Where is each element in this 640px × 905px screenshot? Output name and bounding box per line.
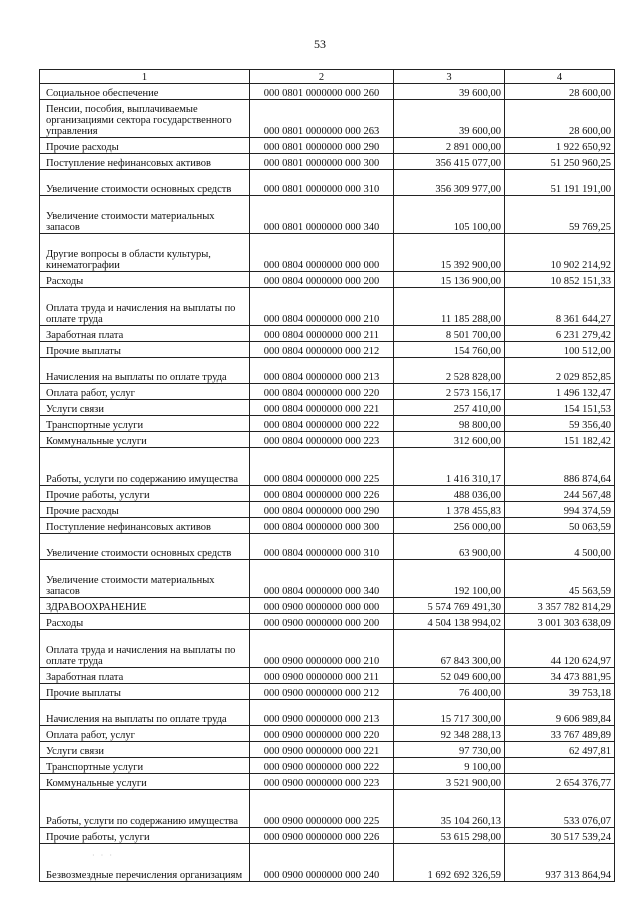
column-header-2: 2	[250, 70, 394, 84]
row-name: Работы, услуги по содержанию имущества	[40, 790, 250, 828]
row-name: Прочие работы, услуги	[40, 486, 250, 502]
row-code: 000 0900 0000000 000 210	[250, 630, 394, 668]
row-approved-amount: 2 891 000,00	[394, 138, 505, 154]
row-code: 000 0900 0000000 000 223	[250, 774, 394, 790]
table-row	[40, 448, 615, 486]
row-executed-amount: 994 374,59	[505, 502, 615, 518]
row-name: Расходы	[40, 272, 250, 288]
table-row	[40, 400, 615, 416]
row-executed-amount: 33 767 489,89	[505, 726, 615, 742]
row-executed-amount: 886 874,64	[505, 448, 615, 486]
row-approved-amount: 9 100,00	[394, 758, 505, 774]
row-executed-amount: 28 600,00	[505, 100, 615, 138]
row-executed-amount: 45 563,59	[505, 560, 615, 598]
row-name: Прочие расходы	[40, 502, 250, 518]
table-row	[40, 100, 615, 138]
row-approved-amount: 488 036,00	[394, 486, 505, 502]
row-approved-amount: 1 416 310,17	[394, 448, 505, 486]
table-row	[40, 668, 615, 684]
row-executed-amount: 50 063,59	[505, 518, 615, 534]
table-row	[40, 288, 615, 326]
row-code: 000 0804 0000000 000 223	[250, 432, 394, 448]
row-code: 000 0804 0000000 000 210	[250, 288, 394, 326]
row-executed-amount: 34 473 881,95	[505, 668, 615, 684]
row-name: Увеличение стоимости основных средств	[40, 170, 250, 196]
row-approved-amount: 52 049 600,00	[394, 668, 505, 684]
row-code: 000 0804 0000000 000 200	[250, 272, 394, 288]
row-code: 000 0801 0000000 000 300	[250, 154, 394, 170]
row-name: Пенсии, пособия, выплачиваемые организациями сектора государственного управления	[40, 100, 250, 138]
row-name: Работы, услуги по содержанию имущества	[40, 448, 250, 486]
row-code: 000 0900 0000000 000 211	[250, 668, 394, 684]
row-approved-amount: 97 730,00	[394, 742, 505, 758]
row-approved-amount: 2 573 156,17	[394, 384, 505, 400]
row-name: Другие вопросы в области культуры, кинематографии	[40, 234, 250, 272]
row-code: 000 0900 0000000 000 200	[250, 614, 394, 630]
row-name: Оплата труда и начисления на выплаты по оплате труда	[40, 630, 250, 668]
row-name: Прочие выплаты	[40, 684, 250, 700]
row-executed-amount: 1 922 650,92	[505, 138, 615, 154]
row-code: 000 0804 0000000 000 222	[250, 416, 394, 432]
table-row	[40, 518, 615, 534]
table-row	[40, 154, 615, 170]
row-approved-amount: 4 504 138 994,02	[394, 614, 505, 630]
row-code: 000 0804 0000000 000 220	[250, 384, 394, 400]
row-name: Увеличение стоимости материальных запасов	[40, 196, 250, 234]
row-name: Оплата работ, услуг	[40, 726, 250, 742]
table-row	[40, 432, 615, 448]
row-approved-amount: 98 800,00	[394, 416, 505, 432]
row-code: 000 0804 0000000 000 300	[250, 518, 394, 534]
row-name: Поступление нефинансовых активов	[40, 154, 250, 170]
row-executed-amount: 533 076,07	[505, 790, 615, 828]
table-body	[40, 84, 615, 882]
row-approved-amount: 15 392 900,00	[394, 234, 505, 272]
row-name: Поступление нефинансовых активов	[40, 518, 250, 534]
row-code: 000 0804 0000000 000 225	[250, 448, 394, 486]
row-approved-amount: 76 400,00	[394, 684, 505, 700]
budget-table	[39, 69, 615, 882]
row-approved-amount: 105 100,00	[394, 196, 505, 234]
row-executed-amount: 2 029 852,85	[505, 358, 615, 384]
row-name: Расходы	[40, 614, 250, 630]
row-code: 000 0900 0000000 000 220	[250, 726, 394, 742]
row-approved-amount: 5 574 769 491,30	[394, 598, 505, 614]
table-row	[40, 560, 615, 598]
row-executed-amount: 100 512,00	[505, 342, 615, 358]
row-name: Увеличение стоимости материальных запасов	[40, 560, 250, 598]
row-code: 000 0801 0000000 000 340	[250, 196, 394, 234]
table-row	[40, 684, 615, 700]
row-code: 000 0804 0000000 000 000	[250, 234, 394, 272]
row-name: Коммунальные услуги	[40, 432, 250, 448]
row-approved-amount: 1 692 692 326,59	[394, 844, 505, 882]
row-executed-amount: 44 120 624,97	[505, 630, 615, 668]
table-row	[40, 828, 615, 844]
table-row	[40, 534, 615, 560]
row-approved-amount: 154 760,00	[394, 342, 505, 358]
row-approved-amount: 356 415 077,00	[394, 154, 505, 170]
row-code: 000 0900 0000000 000 240	[250, 844, 394, 882]
row-name: Заработная плата	[40, 326, 250, 342]
row-code: 000 0804 0000000 000 226	[250, 486, 394, 502]
table-row	[40, 758, 615, 774]
row-executed-amount: 51 250 960,25	[505, 154, 615, 170]
row-executed-amount: 10 902 214,92	[505, 234, 615, 272]
table-row	[40, 486, 615, 502]
table-row	[40, 84, 615, 100]
row-approved-amount: 39 600,00	[394, 100, 505, 138]
row-code: 000 0801 0000000 000 260	[250, 84, 394, 100]
row-approved-amount: 92 348 288,13	[394, 726, 505, 742]
row-name: Заработная плата	[40, 668, 250, 684]
row-name: Увеличение стоимости основных средств	[40, 534, 250, 560]
table-row	[40, 342, 615, 358]
row-approved-amount: 67 843 300,00	[394, 630, 505, 668]
row-name: Прочие работы, услуги	[40, 828, 250, 844]
row-executed-amount: 39 753,18	[505, 684, 615, 700]
row-executed-amount: 28 600,00	[505, 84, 615, 100]
table-row	[40, 358, 615, 384]
table-row	[40, 416, 615, 432]
row-executed-amount: 154 151,53	[505, 400, 615, 416]
column-header-3: 3	[394, 70, 505, 84]
row-approved-amount: 3 521 900,00	[394, 774, 505, 790]
table-row	[40, 234, 615, 272]
table-row	[40, 630, 615, 668]
row-code: 000 0801 0000000 000 310	[250, 170, 394, 196]
row-code: 000 0804 0000000 000 310	[250, 534, 394, 560]
row-approved-amount: 15 136 900,00	[394, 272, 505, 288]
row-name: Прочие расходы	[40, 138, 250, 154]
table-row	[40, 196, 615, 234]
row-executed-amount: 62 497,81	[505, 742, 615, 758]
row-name: Безвозмездные перечисления организациям	[40, 844, 250, 882]
row-code: 000 0900 0000000 000 225	[250, 790, 394, 828]
row-executed-amount: 937 313 864,94	[505, 844, 615, 882]
row-code: 000 0900 0000000 000 222	[250, 758, 394, 774]
table-row	[40, 790, 615, 828]
row-executed-amount: 9 606 989,84	[505, 700, 615, 726]
row-approved-amount: 15 717 300,00	[394, 700, 505, 726]
row-code: 000 0900 0000000 000 000	[250, 598, 394, 614]
row-name: Прочие выплаты	[40, 342, 250, 358]
row-executed-amount: 3 001 303 638,09	[505, 614, 615, 630]
row-executed-amount	[505, 758, 615, 774]
row-executed-amount: 3 357 782 814,29	[505, 598, 615, 614]
row-name: Начисления на выплаты по оплате труда	[40, 358, 250, 384]
row-name: Услуги связи	[40, 742, 250, 758]
row-code: 000 0900 0000000 000 226	[250, 828, 394, 844]
row-approved-amount: 53 615 298,00	[394, 828, 505, 844]
row-code: 000 0801 0000000 000 263	[250, 100, 394, 138]
row-code: 000 0900 0000000 000 213	[250, 700, 394, 726]
table-row	[40, 502, 615, 518]
row-approved-amount: 39 600,00	[394, 84, 505, 100]
table-row	[40, 774, 615, 790]
row-executed-amount: 10 852 151,33	[505, 272, 615, 288]
column-header-1: 1	[40, 70, 250, 84]
table-row	[40, 726, 615, 742]
table-row	[40, 384, 615, 400]
column-header-4: 4	[505, 70, 615, 84]
row-name: Транспортные услуги	[40, 758, 250, 774]
header-row	[40, 70, 615, 84]
table-row	[40, 138, 615, 154]
row-executed-amount: 2 654 376,77	[505, 774, 615, 790]
row-executed-amount: 4 500,00	[505, 534, 615, 560]
row-approved-amount: 2 528 828,00	[394, 358, 505, 384]
row-executed-amount: 8 361 644,27	[505, 288, 615, 326]
row-executed-amount: 59 769,25	[505, 196, 615, 234]
row-code: 000 0900 0000000 000 221	[250, 742, 394, 758]
row-approved-amount: 8 501 700,00	[394, 326, 505, 342]
row-approved-amount: 63 900,00	[394, 534, 505, 560]
row-code: 000 0804 0000000 000 211	[250, 326, 394, 342]
row-name: Транспортные услуги	[40, 416, 250, 432]
page-number: 53	[314, 37, 326, 51]
table-row	[40, 326, 615, 342]
row-executed-amount: 1 496 132,47	[505, 384, 615, 400]
table-row	[40, 170, 615, 196]
table-row	[40, 272, 615, 288]
row-name: Начисления на выплаты по оплате труда	[40, 700, 250, 726]
row-executed-amount: 151 182,42	[505, 432, 615, 448]
row-name: Оплата труда и начисления на выплаты по оплате труда	[40, 288, 250, 326]
table-row	[40, 742, 615, 758]
row-executed-amount: 6 231 279,42	[505, 326, 615, 342]
table-row	[40, 700, 615, 726]
row-name: Коммунальные услуги	[40, 774, 250, 790]
table-row	[40, 598, 615, 614]
row-code: 000 0804 0000000 000 221	[250, 400, 394, 416]
row-approved-amount: 356 309 977,00	[394, 170, 505, 196]
row-name: Социальное обеспечение	[40, 84, 250, 100]
row-approved-amount: 35 104 260,13	[394, 790, 505, 828]
row-executed-amount: 59 356,40	[505, 416, 615, 432]
row-approved-amount: 256 000,00	[394, 518, 505, 534]
row-code: 000 0900 0000000 000 212	[250, 684, 394, 700]
row-code: 000 0804 0000000 000 213	[250, 358, 394, 384]
row-code: 000 0804 0000000 000 212	[250, 342, 394, 358]
scan-artifact: · · ·	[92, 851, 114, 860]
row-approved-amount: 257 410,00	[394, 400, 505, 416]
row-name: Услуги связи	[40, 400, 250, 416]
row-code: 000 0804 0000000 000 290	[250, 502, 394, 518]
row-code: 000 0804 0000000 000 340	[250, 560, 394, 598]
row-name: Оплата работ, услуг	[40, 384, 250, 400]
table-row	[40, 614, 615, 630]
row-executed-amount: 244 567,48	[505, 486, 615, 502]
row-approved-amount: 312 600,00	[394, 432, 505, 448]
row-approved-amount: 1 378 455,83	[394, 502, 505, 518]
row-executed-amount: 51 191 191,00	[505, 170, 615, 196]
row-approved-amount: 11 185 288,00	[394, 288, 505, 326]
row-code: 000 0801 0000000 000 290	[250, 138, 394, 154]
row-executed-amount: 30 517 539,24	[505, 828, 615, 844]
row-name: ЗДРАВООХРАНЕНИЕ	[40, 598, 250, 614]
row-approved-amount: 192 100,00	[394, 560, 505, 598]
